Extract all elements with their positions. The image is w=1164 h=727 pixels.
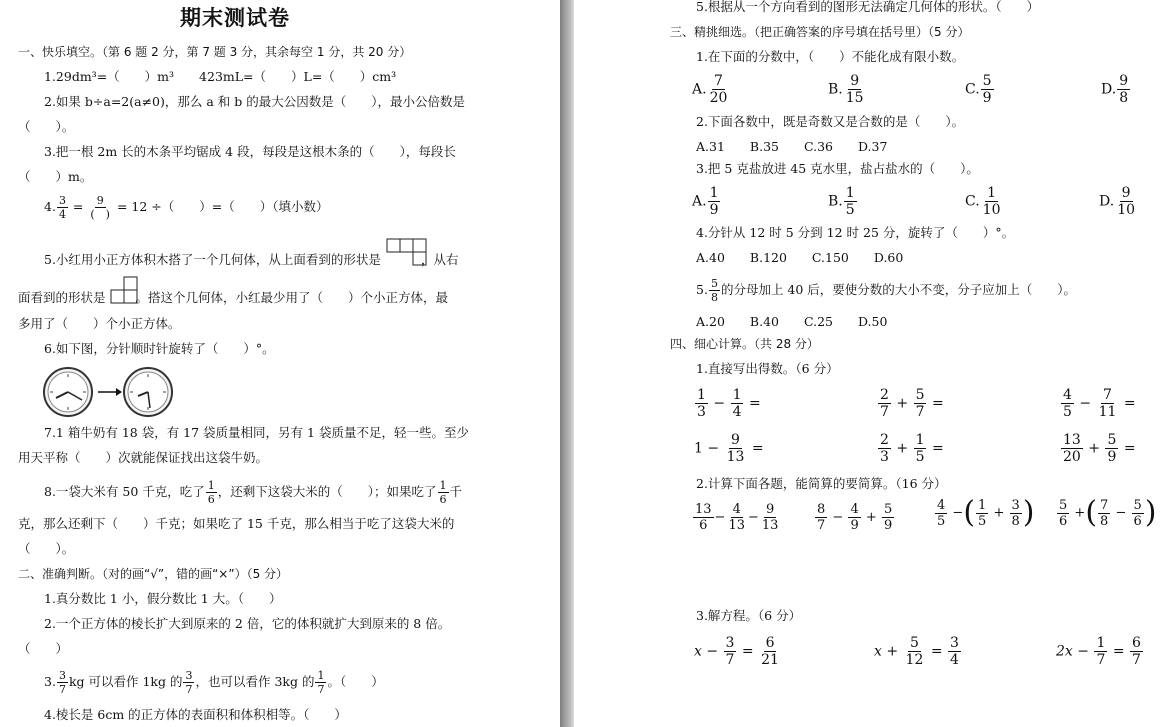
fraction: $\frac{3}{4}$ (58, 194, 66, 221)
question-1: 1.29dm³=（ ）m³ 423mL=（ ）L=（ ）cm³ (44, 69, 397, 84)
expression-7: $\frac{13}{6}$ − $\frac{4}{13}$ − $\frac{9}{13}$ (695, 502, 779, 533)
right-page (574, 0, 1164, 727)
fraction: $\frac{1}{7}$ (317, 669, 325, 696)
expression-8: $\frac{8}{7}$ − $\frac{4}{9}$ + $\frac{5}{9}$ (817, 502, 893, 533)
judge-5: 5.根据从一个方向看到的图形无法确定几何体的形状。（ ） (696, 0, 1040, 14)
fraction: $\frac{1}{6}$ (207, 479, 215, 506)
choice-4: 4.分针从 12 时 5 分到 12 时 25 分，旋转了（ ）°。 (696, 225, 1015, 240)
judge-2-line-1: 2.一个正方体的棱长扩大到原来的 2 倍，它的体积就扩大到原来的 8 倍。 (44, 616, 451, 631)
top-view-shape-icon (386, 238, 428, 266)
choice-1-option-b: B. $\frac{9}{15}$ (828, 73, 864, 106)
question-7-line-1: 7.1 箱牛奶有 18 袋，有 17 袋质量相同，另有 1 袋质量不足，轻一些。至少 (44, 425, 469, 440)
page-title: 期末测试卷 (180, 6, 290, 30)
fraction: $\frac{3}{7}$ (58, 669, 66, 696)
choice-3: 3.把 5 克盐放进 45 克水里，盐占盐水的（ ）。 (696, 161, 979, 176)
equation-3: 2x − $\frac{1}{7}$ = $\frac{6}{7}$ (1056, 635, 1141, 668)
judge-2-line-2: （ ） (18, 641, 69, 656)
right-view-shape-icon (110, 276, 140, 304)
choice-1-option-d: D. $\frac{9}{8}$ (1101, 73, 1129, 106)
page-gutter (560, 0, 574, 727)
expression-10: $\frac{5}{6}$ +( $\frac{7}{8}$ − $\frac{5}{6}$ ) (1059, 495, 1157, 530)
choice-5-options: A.20 B.40 C.25 D.50 (696, 314, 888, 329)
question-2-line-2: （ ）。 (18, 119, 75, 134)
clocks-figure (42, 366, 176, 418)
choice-1: 1.在下面的分数中，（ ）不能化成有限小数。 (696, 49, 965, 64)
expression-9: $\frac{4}{5}$ −( $\frac{1}{5}$ + $\frac{3}{8}$ ) (937, 495, 1035, 530)
section-3-heading: 三、精挑细选。（把正确答案的序号填在括号里）（5 分） (670, 25, 970, 39)
choice-3-option-a: A. $\frac{1}{9}$ (692, 185, 719, 218)
question-7-line-2: 用天平称（ ）次就能保证找出这袋牛奶。 (18, 450, 269, 465)
question-4: 4. $\frac{3}{4}$ = $\frac{9}{( )}$ = 12 ÷（ ）=（ ）（填小数） (44, 194, 329, 221)
judge-4: 4.棱长是 6cm 的正方体的表面积和体积相等。（ ） (44, 707, 347, 722)
equation-2: x + $\frac{5}{12}$ = $\frac{3}{4}$ (874, 635, 959, 668)
choice-1-option-c: C. $\frac{5}{9}$ (965, 73, 992, 106)
clock-after-icon (124, 368, 172, 416)
choice-3-option-c: C. $\frac{1}{10}$ (965, 185, 1001, 218)
fraction: $\frac{3}{7}$ (185, 669, 193, 696)
section-2-heading: 二、准确判断。（对的画“√”，错的画“×”）（5 分） (18, 567, 289, 581)
choice-2-options: A.31 B.35 C.36 D.37 (696, 139, 888, 154)
question-8-line-1: 8.一袋大米有 50 千克，吃了 $\frac{1}{6}$ ，还剩下这袋大米的（ ）；如果吃了 $\frac{1}{6}$ 千 (44, 479, 463, 506)
question-5-line-1: 5.小红用小正方体积木搭了一个几何体，从上面看到的形状是 ，从右 (44, 252, 459, 267)
judge-1: 1.真分数比 1 小，假分数比 1 大。（ ） (44, 591, 282, 606)
choice-3-option-d: D. $\frac{9}{10}$ (1099, 185, 1136, 218)
expression-6: $\frac{13}{20}$ + $\frac{5}{9}$ = (1063, 432, 1136, 465)
question-6: 6.如下图，分针顺时针旋转了（ ）°。 (44, 341, 275, 356)
judge-3: 3. $\frac{3}{7}$ kg 可以看作 1kg 的 $\frac{3}{7}$ ，也可以看作 3kg 的 $\frac{1}{7}$ 。（ ） (44, 669, 384, 696)
choice-1-option-a: A. $\frac{7}{20}$ (692, 73, 728, 106)
choice-2: 2.下面各数中，既是奇数又是合数的是（ ）。 (696, 114, 965, 129)
choice-3-option-b: B. $\frac{1}{5}$ (828, 185, 855, 218)
question-8-line-2: 克，那么还剩下（ ）千克；如果吃了 15 千克，那么相当于吃了这袋大米的 (18, 516, 455, 531)
question-5-line-3: 多用了（ ）个小正方体。 (18, 316, 181, 331)
arrow-right-icon (98, 388, 122, 396)
expression-1: $\frac{1}{3}$ − $\frac{1}{4}$ = (697, 387, 761, 420)
question-5-line-2: 面看到的形状是 。搭这个几何体，小红最少用了（ ）个小正方体，最 (18, 290, 449, 305)
section-4-heading: 四、细心计算。（共 28 分） (670, 337, 819, 351)
fraction: $\frac{9}{( )}$ (90, 194, 110, 221)
expression-5: $\frac{2}{3}$ + $\frac{1}{5}$ = (880, 432, 944, 465)
calc-part-3-heading: 3.解方程。（6 分） (696, 608, 802, 623)
question-3-line-1: 3.把一根 2m 长的木条平均锯成 4 段，每段是这根木条的（ ），每段长 (44, 144, 456, 159)
question-3-line-2: （ ）m。 (18, 169, 93, 184)
expression-4: 1 − $\frac{9}{13}$ = (694, 432, 764, 465)
expression-2: $\frac{2}{7}$ + $\frac{5}{7}$ = (880, 387, 944, 420)
choice-5: 5. $\frac{5}{8}$ 的分母加上 40 后，要使分数的大小不变，分子应加上（ ）。 (696, 277, 1077, 304)
question-2-line-1: 2.如果 b÷a=2(a≠0)，那么 a 和 b 的最大公因数是（ ），最小公倍数是 (44, 94, 465, 109)
section-1-heading: 一、快乐填空。（第 6 题 2 分，第 7 题 3 分，其余每空 1 分，共 20 分） (18, 45, 412, 59)
calc-part-2-heading: 2.计算下面各题，能简算的要简算。（16 分） (696, 476, 947, 491)
fraction: $\frac{5}{8}$ (710, 277, 718, 304)
equation-1: x − $\frac{3}{7}$ = $\frac{6}{21}$ (694, 635, 779, 668)
expression-3: $\frac{4}{5}$ − $\frac{7}{11}$ = (1063, 387, 1136, 420)
fraction: $\frac{1}{6}$ (439, 479, 447, 506)
clock-before-icon (44, 368, 92, 416)
question-8-line-3: （ ）。 (18, 541, 75, 556)
choice-4-options: A.40 B.120 C.150 D.60 (696, 250, 904, 265)
left-page (0, 0, 560, 727)
calc-part-1-heading: 1.直接写出得数。（6 分） (696, 361, 839, 376)
